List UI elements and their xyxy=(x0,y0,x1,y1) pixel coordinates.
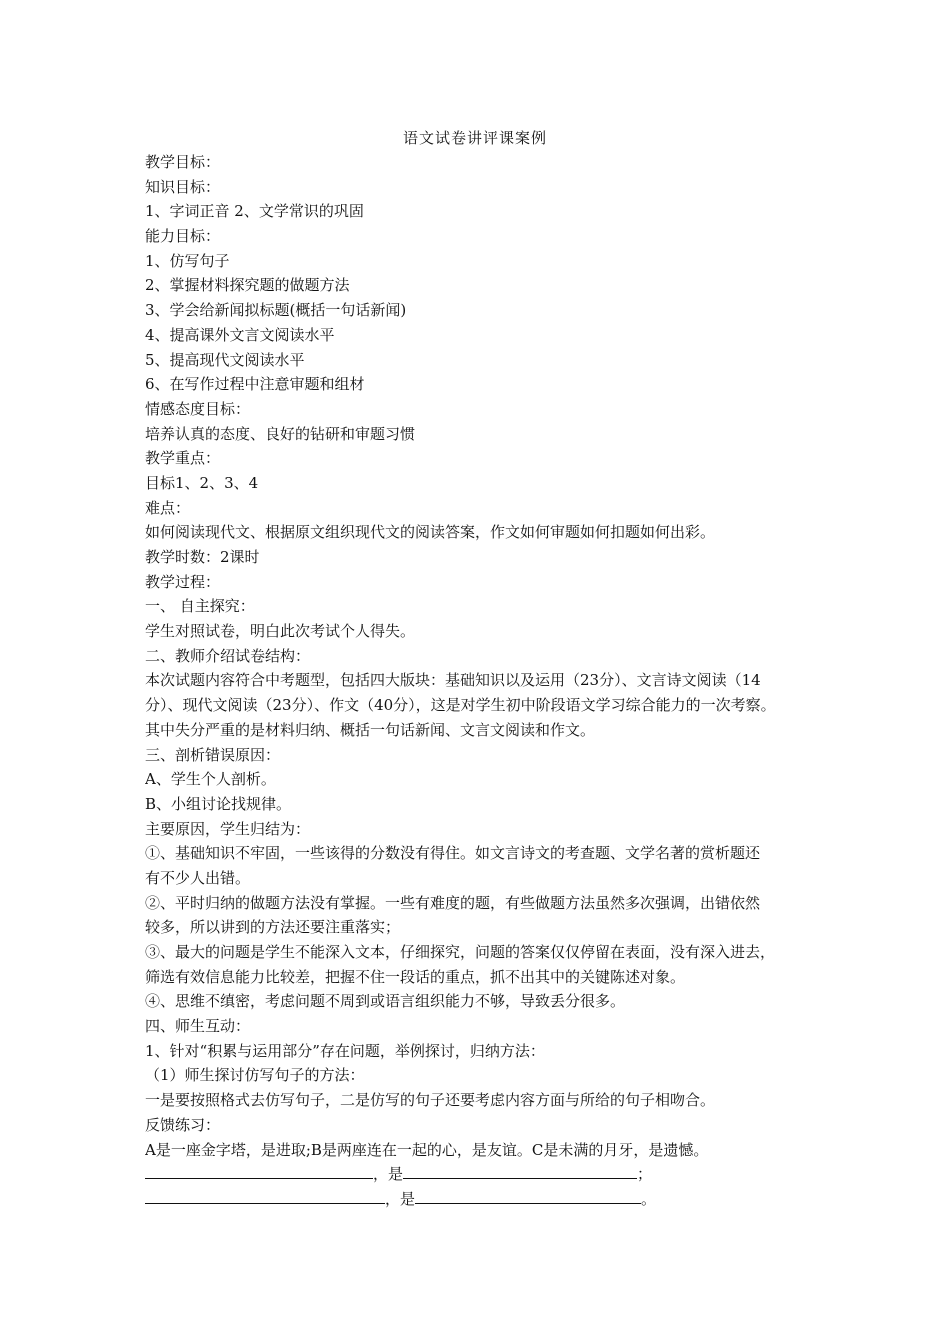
text-line: 较多，所以讲到的方法还要注重落实； xyxy=(145,918,401,937)
text-line: 一是要按照格式去仿写句子，二是仿写的句子还要考虑内容方面与所给的句子相吻合。 xyxy=(145,1091,716,1110)
text-line: 知识目标： xyxy=(145,177,221,196)
text-line: 能力目标： xyxy=(145,227,221,246)
text-line: 目标1、2、3、4 xyxy=(145,473,259,492)
text-line: 一、 自主探究： xyxy=(145,597,255,616)
text-line: ②、平时归纳的做题方法没有掌握。一些有难度的题，有些做题方法虽然多次强调，出错依然 xyxy=(145,893,761,912)
text-line: ①、基础知识不牢固，一些该得的分数没有得住。如文言诗文的考查题、文学名著的赏析题还 xyxy=(145,844,761,863)
text-line: 四、师生互动： xyxy=(145,1017,251,1036)
text-line: 本次试题内容符合中考题型，包括四大版块：基础知识以及运用（23分）、文言诗文阅读（14 xyxy=(145,671,761,690)
text-line: 2、掌握材料探究题的做题方法 xyxy=(145,276,350,295)
text-line: A、学生个人剖析。 xyxy=(145,770,276,789)
answer-blank[interactable] xyxy=(415,1189,641,1204)
text-line: 1、字词正音 2、文学常识的巩固 xyxy=(145,202,364,221)
text-line: 4、提高课外文言文阅读水平 xyxy=(145,325,335,344)
text-line: 反馈练习： xyxy=(145,1115,221,1134)
fill-in-line-2 xyxy=(145,1187,815,1212)
text-line: A是一座金字塔，是进取;B是两座连在一起的心，是友谊。C是未满的月牙，是遗憾。 xyxy=(145,1140,709,1159)
text-line: 1、仿写句子 xyxy=(145,251,230,270)
text-line: 教学重点： xyxy=(145,449,221,468)
text-line: 3、学会给新闻拟标题(概括一句话新闻) xyxy=(145,301,407,320)
document-body xyxy=(145,150,815,1212)
text-line: 三、剖析错误原因： xyxy=(145,745,281,764)
text-line: 如何阅读现代文、根据原文组织现代文的阅读答案，作文如何审题如何扣题如何出彩。 xyxy=(145,523,716,542)
text-line: B、小组讨论找规律。 xyxy=(145,794,292,813)
blank-terminator: ； xyxy=(637,1165,653,1184)
text-line: 筛选有效信息能力比较差，把握不住一段话的重点，抓不出其中的关键陈述对象。 xyxy=(145,967,686,986)
text-line: 情感态度目标： xyxy=(145,399,251,418)
text-line: 1、针对“积累与运用部分”存在问题，举例探讨，归纳方法： xyxy=(145,1041,545,1060)
text-line: ④、思维不缜密，考虑问题不周到或语言组织能力不够，导致丢分很多。 xyxy=(145,992,626,1011)
text-line: 主要原因，学生归结为： xyxy=(145,819,311,838)
text-line: 教学时数：2课时 xyxy=(145,548,260,566)
text-line: 5、提高现代文阅读水平 xyxy=(145,350,305,369)
text-line: 教学过程： xyxy=(145,572,221,591)
text-line: 6、在写作过程中注意审题和组材 xyxy=(145,375,365,394)
text-line: （1）师生探讨仿写句子的方法： xyxy=(145,1066,365,1085)
text-line: 难点： xyxy=(145,498,191,517)
text-line: 培养认真的态度、良好的钻研和审题习惯 xyxy=(145,424,416,443)
text-line: ③、最大的问题是学生不能深入文本，仔细探究，问题的答案仅仅停留在表面，没有深入进去， xyxy=(145,943,776,961)
text-line: 分）、现代文阅读（23分）、作文（40分），这是对学生初中阶段语文学习综合能力的一次考察。 xyxy=(145,696,776,715)
answer-blank[interactable] xyxy=(145,1189,385,1204)
page-title: 语文试卷讲评课案例 xyxy=(402,129,547,147)
blank-separator: ，是 xyxy=(373,1165,404,1184)
answer-blank[interactable] xyxy=(403,1164,637,1179)
text-line: 二、教师介绍试卷结构： xyxy=(145,646,311,665)
blank-terminator: 。 xyxy=(641,1189,657,1208)
text-line: 学生对照试卷，明白此次考试个人得失。 xyxy=(145,622,416,641)
text-line: 教学目标： xyxy=(145,153,221,171)
text-line: 其中失分严重的是材料归纳、概括一句话新闻、文言文阅读和作文。 xyxy=(145,720,596,739)
answer-blank[interactable] xyxy=(145,1164,373,1179)
text-line: 有不少人出错。 xyxy=(145,868,251,887)
fill-in-line-1 xyxy=(145,1162,815,1187)
blank-separator: ，是 xyxy=(385,1189,416,1208)
